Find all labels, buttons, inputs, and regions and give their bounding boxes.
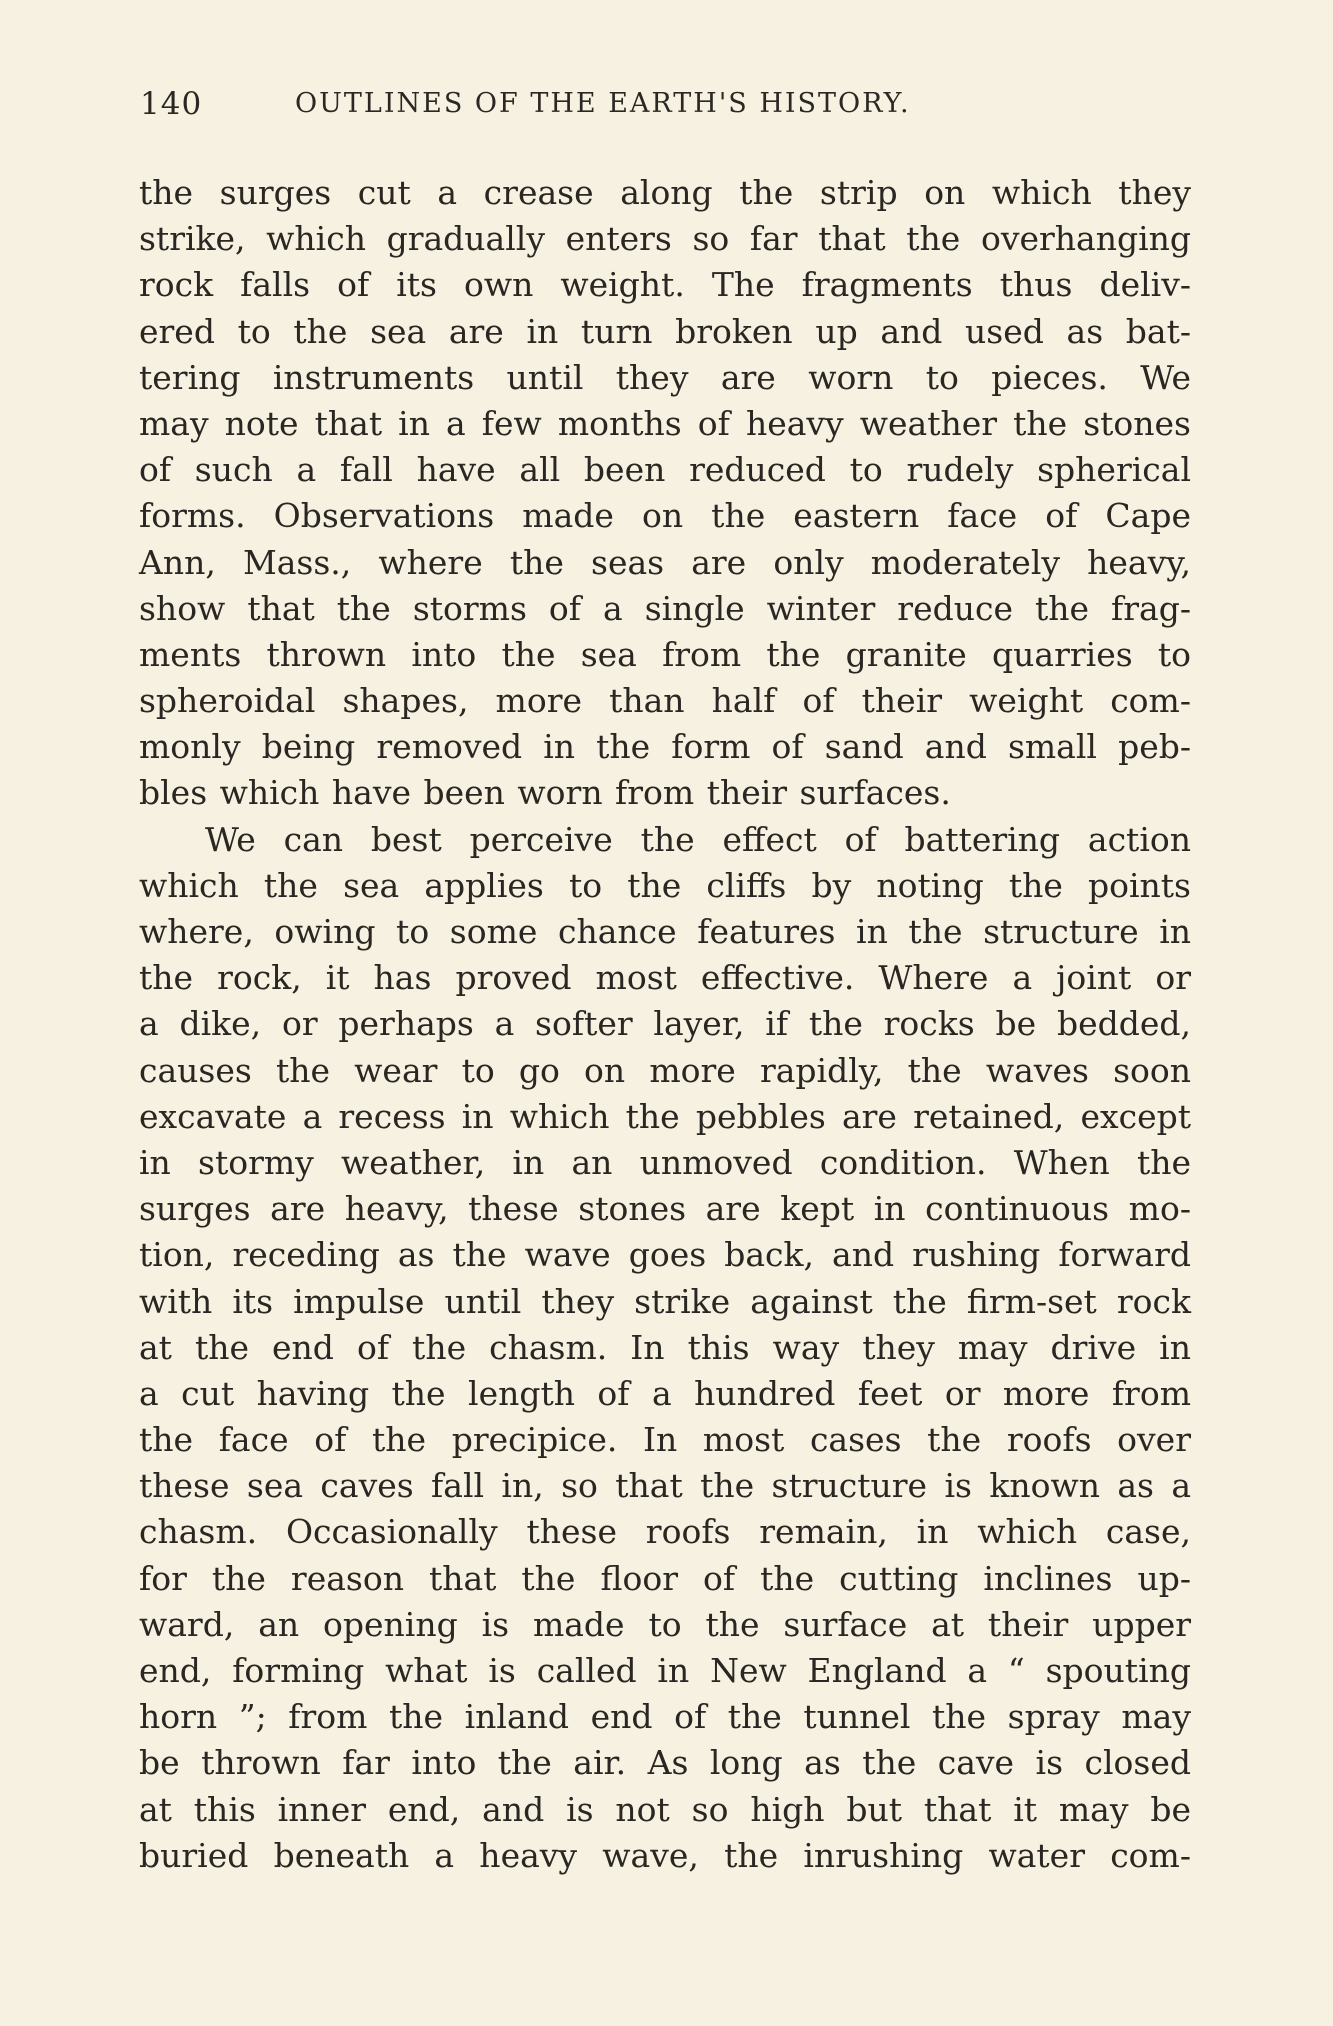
text-line: which the sea applies to the cliffs by noting the points [139, 865, 1191, 905]
text-line: a dike, or perhaps a softer layer, if the rocks be bedded, [139, 1004, 1191, 1044]
text-line: the rock, it has proved most effective. Where a joint or [139, 958, 1191, 998]
text-line: show that the storms of a single winter reduce the frag- [139, 588, 1191, 628]
text-line: chasm. Occasionally these roofs remain, in which case, [139, 1512, 1191, 1552]
page-number: 140 [140, 86, 203, 122]
text-line: rock falls of its own weight. The fragments thus deliv- [139, 265, 1191, 305]
text-line: in stormy weather, in an unmoved condition. When the [139, 1142, 1191, 1182]
text-line: these sea caves fall in, so that the structure is known as a [139, 1466, 1191, 1506]
text-line: ered to the sea are in turn broken up and used as bat- [139, 311, 1191, 351]
paragraph-first-line: We can best perceive the effect of battering action [205, 819, 1191, 859]
text-line: the face of the precipice. In most cases the roofs over [139, 1420, 1191, 1460]
text-line: the surges cut a crease along the strip on which they [139, 173, 1191, 212]
text-line: buried beneath a heavy wave, the inrushing water com- [139, 1835, 1191, 1875]
text-line: may note that in a few months of heavy weather the stones [139, 403, 1191, 443]
text-line: at this inner end, and is not so high but that it may be [139, 1789, 1191, 1829]
text-line: Ann, Mass., where the seas are only moderately heavy, [139, 542, 1191, 582]
text-line: tion, receding as the wave goes back, and rushing forward [139, 1235, 1191, 1275]
text-line: causes the wear to go on more rapidly, the waves soon [139, 1050, 1191, 1090]
paragraph-last-line: bles which have been worn from their surfaces. [139, 773, 951, 813]
running-head [140, 86, 1190, 136]
text-line: ward, an opening is made to the surface at their upper [139, 1604, 1191, 1644]
text-line: with its impulse until they strike against the firm-set rock [139, 1281, 1191, 1321]
text-line: where, owing to some chance features in the structure in [139, 912, 1191, 951]
body-text [139, 170, 1191, 1879]
text-line: at the end of the chasm. In this way they may drive in [139, 1327, 1191, 1367]
running-title: OUTLINES OF THE EARTH'S HISTORY. [295, 88, 911, 119]
text-line: of such a fall have all been reduced to rudely spherical [139, 450, 1191, 490]
text-line: be thrown far into the air. As long as the cave is closed [139, 1743, 1191, 1783]
text-line: forms. Observations made on the eastern face of Cape [139, 496, 1191, 536]
text-line: tering instruments until they are worn to pieces. We [139, 357, 1191, 397]
text-line: ments thrown into the sea from the granite quarries to [139, 634, 1191, 674]
text-line: for the reason that the floor of the cutting inclines up- [139, 1558, 1191, 1598]
text-line: strike, which gradually enters so far that the overhanging [139, 219, 1191, 259]
text-line: spheroidal shapes, more than half of their weight com- [139, 681, 1191, 721]
text-line: excavate a recess in which the pebbles are retained, except [139, 1096, 1191, 1136]
text-line: monly being removed in the form of sand and small peb- [139, 727, 1191, 767]
text-line: end, forming what is called in New England a “ spouting [139, 1651, 1191, 1690]
text-line: surges are heavy, these stones are kept in continuous mo- [139, 1189, 1191, 1229]
text-line: a cut having the length of a hundred feet or more from [139, 1373, 1191, 1413]
text-line: horn ”; from the inland end of the tunnel the spray may [139, 1697, 1191, 1737]
